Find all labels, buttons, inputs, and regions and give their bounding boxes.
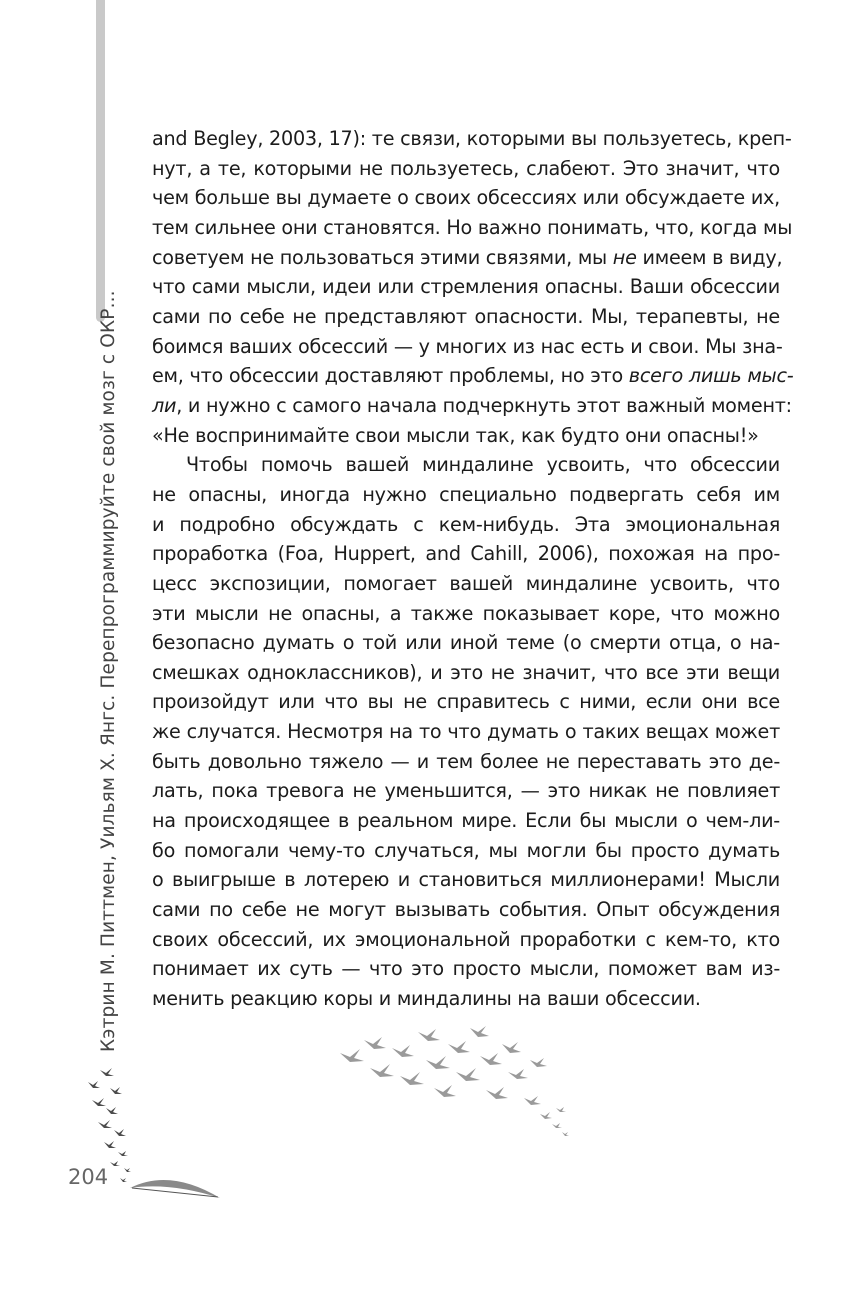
page-number: 204 <box>68 1165 109 1189</box>
text-line: эти мысли не опасны, а также показывает коре, что можно <box>152 601 780 625</box>
text-line: быть довольно тяжело — и тем более не переставать это де- <box>152 749 780 773</box>
side-tab-bar <box>96 0 105 322</box>
text-line: понимает их суть — что это просто мысли, поможет вам из- <box>152 957 780 981</box>
text-line: менить реакцию коры и миндалины на ваши обсессии. <box>152 987 701 1011</box>
text-line: бо помогали чему-то случаться, мы могли бы просто думать <box>152 838 780 862</box>
text-line: о выигрыше в лотерею и становиться миллионерами! Мысли <box>152 868 780 892</box>
text-line: произойдут или что вы не справитесь с ними, если они все <box>152 690 780 714</box>
bird-icons <box>88 1068 131 1182</box>
body-text <box>152 124 794 1014</box>
text-line: сами по себе не могут вызывать события. Опыт обсуждения <box>152 898 780 922</box>
text-line: ли, и нужно с самого начала подчеркнуть этот важный момент: <box>152 393 792 417</box>
text-line: «Не воспринимайте свои мысли так, как будто они опасны!» <box>152 423 759 447</box>
text-line: на происходящее в реальном мире. Если бы мысли о чем-ли- <box>152 809 780 833</box>
birds-feather-illustration <box>70 1060 230 1210</box>
text-line: своих обсессий, их эмоциональной проработки с кем-то, кто <box>152 927 780 951</box>
text-line: и подробно обсуждать с кем-нибудь. Эта эмоциональная <box>152 512 780 536</box>
running-head: Кэтрин М. Питтмен, Уильям Х. Янгс. Перепрограммируйте свой мозг с ОКР... <box>98 290 119 1052</box>
text-line: цесс экспозиции, помогает вашей миндалине усвоить, что <box>152 571 780 595</box>
bird-icons <box>340 1026 569 1136</box>
paragraph-1 <box>152 124 794 450</box>
text-line: не опасны, иногда нужно специально подвергать себя им <box>152 482 780 506</box>
text-line: сами по себе не представляют опасности. Мы, терапевты, не <box>152 304 780 328</box>
text-line: тем сильнее они становятся. Но важно понимать, что, когда мы <box>152 215 793 239</box>
text-line: Чтобы помочь вашей миндалине усвоить, что обсессии <box>186 453 780 477</box>
text-line: что сами мысли, идеи или стремления опасны. Ваши обсессии <box>152 275 780 299</box>
text-line: ем, что обсессии доставляют проблемы, но это всего лишь мыс- <box>152 364 794 388</box>
text-line: же случатся. Несмотря на то что думать о таких вещах может <box>152 720 780 744</box>
paragraph-2 <box>152 450 780 1013</box>
text-line: проработка (Foa, Huppert, and Cahill, 2006), похожая на про- <box>152 542 780 566</box>
text-line: безопасно думать о той или иной теме (о смерти отца, о на- <box>152 631 780 655</box>
text-line: чем больше вы думаете о своих обсессиях или обсуждаете их, <box>152 186 780 210</box>
text-line: нут, а те, которыми не пользуетесь, слабеют. Это значит, что <box>152 156 780 180</box>
text-line: лать, пока тревога не уменьшится, — это никак не повлияет <box>152 779 780 803</box>
text-line: смешках одноклассников), и это не значит, что все эти вещи <box>152 660 780 684</box>
flock-of-birds-illustration <box>330 1018 580 1148</box>
text-line: советуем не пользоваться этими связями, мы не имеем в виду, <box>152 245 783 269</box>
text-line: and Begley, 2003, 17): те связи, которыми вы пользуетесь, креп- <box>152 127 792 150</box>
text-line: боимся ваших обсессий — у многих из нас есть и свои. Мы зна- <box>152 334 783 358</box>
